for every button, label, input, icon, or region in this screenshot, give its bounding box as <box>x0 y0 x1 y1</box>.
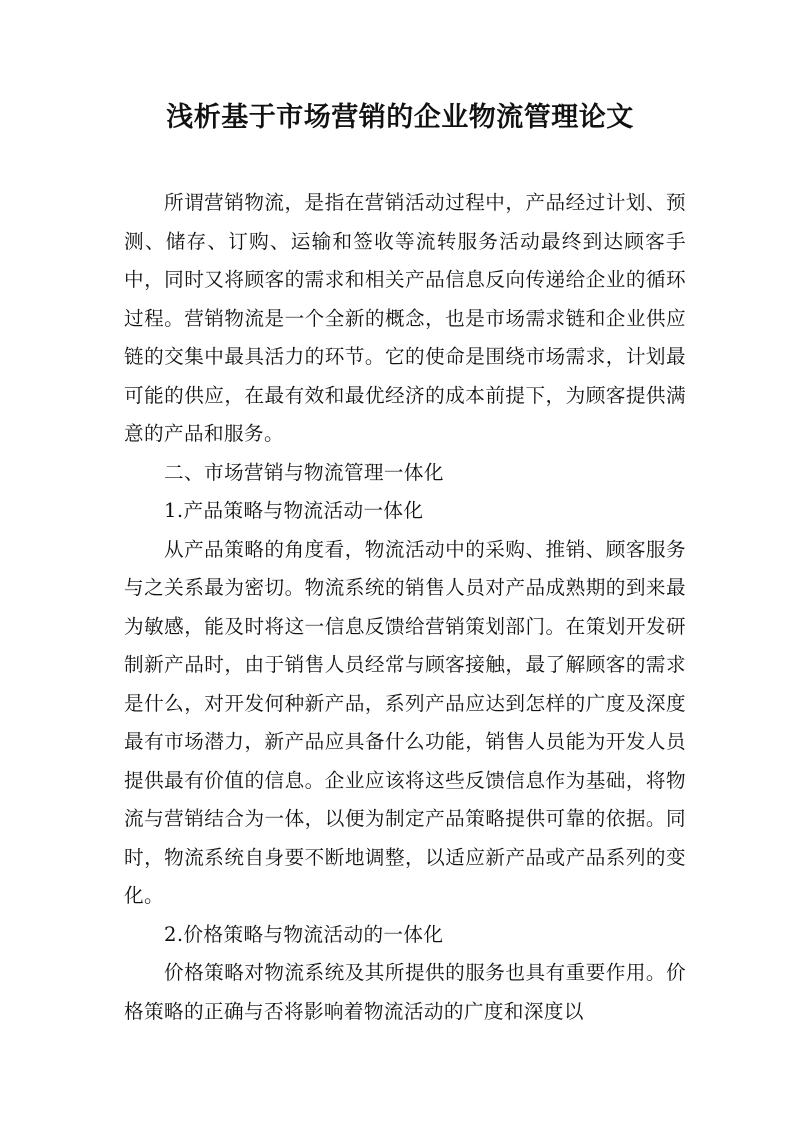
document-body <box>124 184 686 1031</box>
paragraph-price-strategy: 价格策略对物流系统及其所提供的服务也具有重要作用。价格策略的正确与否将影响着物流活动的广度和深度以 <box>124 961 686 1023</box>
paragraph-intro: 所谓营销物流，是指在营销活动过程中，产品经过计划、预测、储存、订购、运输和签收等流转服务活动最终到达顾客手中，同时又将顾客的需求和相关产品信息反向传递给企业的循环过程。营销物流是一个全新的概念，也是市场需求链和企业供应链的交集中最具活力的环节。它的使命是围绕市场需求，计划最可能的供应，在最有效和最优经济的成本前提下，为顾客提供满意的产品和服务。 <box>124 191 686 445</box>
subsection-heading-2: 2.价格策略与物流活动的一体化 <box>164 922 444 946</box>
paragraph-product-strategy: 从产品策略的角度看，物流活动中的采购、推销、顾客服务与之关系最为密切。物流系统的销售人员对产品成熟期的到来最为敏感，能及时将这一信息反馈给营销策划部门。在策划开发研制新产品时，由于销售人员经常与顾客接触，最了解顾客的需求是什么，对开发何种新产品，系列产品应达到怎样的广度及深度最有市场潜力，新产品应具备什么功能，销售人员能为开发人员提供最有价值的信息。企业应该将这些反馈信息作为基础，将物流与营销结合为一体，以便为制定产品策略提供可靠的依据。同时，物流系统自身要不断地调整，以适应新产品或产品系列的变化。 <box>124 537 686 907</box>
section-heading: 二、市场营销与物流管理一体化 <box>164 460 444 484</box>
subsection-heading-1: 1.产品策略与物流活动一体化 <box>164 499 424 522</box>
document-title: 浅析基于市场营销的企业物流管理论文 <box>166 102 634 133</box>
